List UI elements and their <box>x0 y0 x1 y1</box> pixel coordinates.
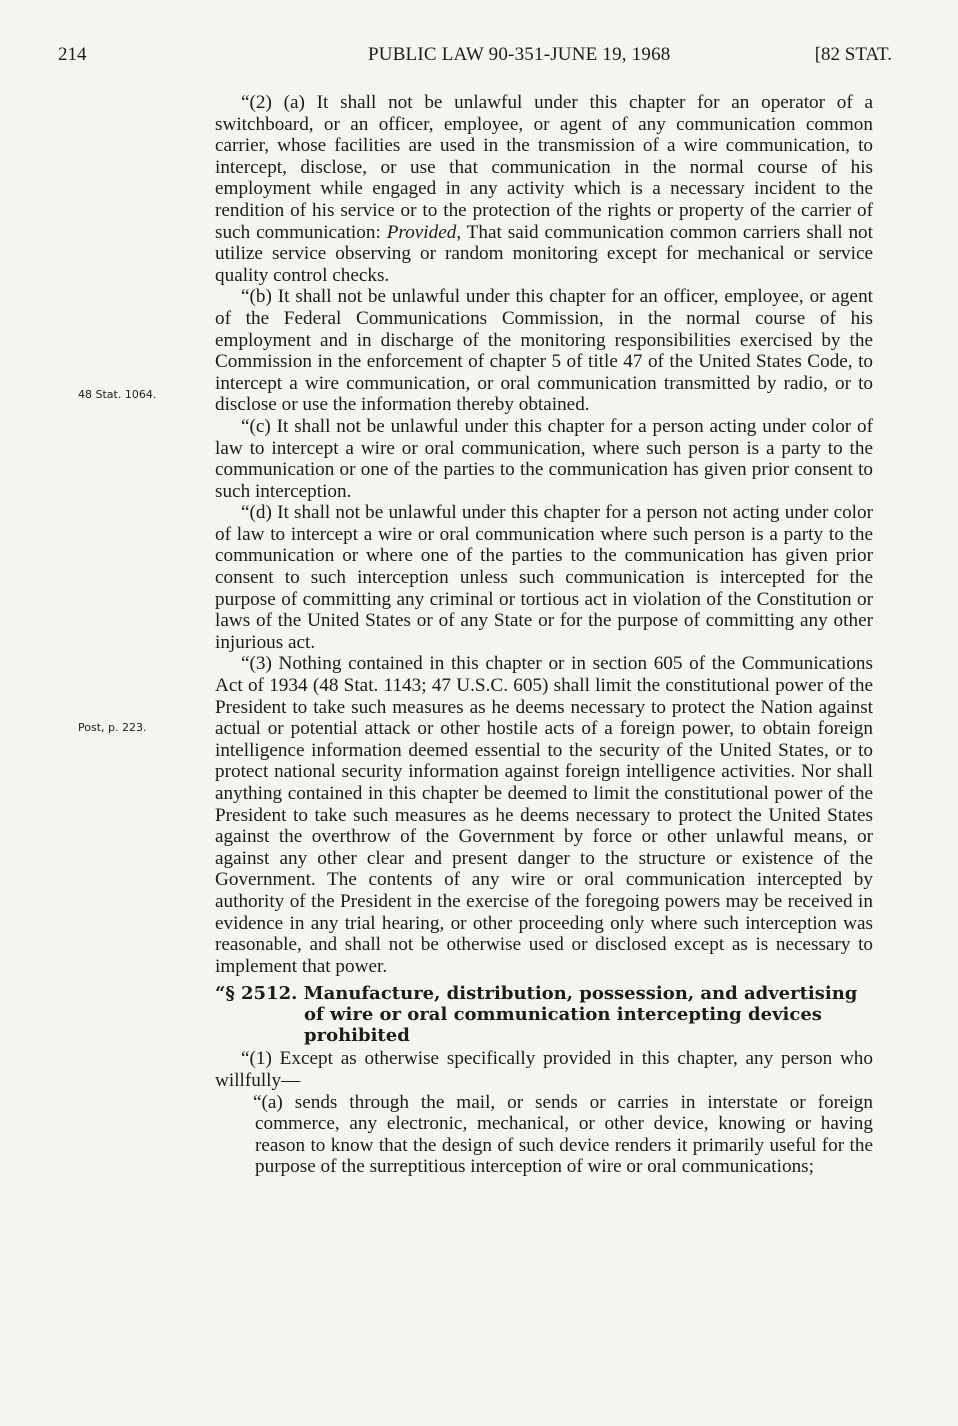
statute-text <box>215 92 873 1178</box>
margin-note-stat-1064: 48 Stat. 1064. <box>78 388 157 401</box>
paragraph-3: “(3) Nothing contained in this chapter or in section 605 of the Communications Act of 1934 (48 Stat. 1143; 47 U.S.C. 605) shall limit the constitutional power of the President to take such measures as he deems necessary to protect the Nation against actual or potential attack or other hostile acts of a foreign power, to obtain foreign intelligence information deemed essential to the security of the United States, or to protect national security information against foreign intelligence activities. Nor shall anything contained in this chapter be deemed to limit the constitutional power of the President to take such measures as he deems necessary to protect the United States against the overthrow of the Government by force or other unlawful means, or against any other clear and present danger to the structure or existence of the Government. The contents of any wire or oral communication intercepted by authority of the President in the exercise of the foregoing powers may be received in evidence in any trial hearing, or other proceeding only where such interception was reasonable, and shall not be otherwise used or disclosed except as is necessary to implement that power. <box>215 653 873 977</box>
margin-note-post-223: Post, p. 223. <box>78 721 147 734</box>
section-2512-paragraph-1: “(1) Except as otherwise specifically provided in this chapter, any person who willfully— <box>215 1048 873 1091</box>
section-2512-heading: “§ 2512. Manufacture, distribution, possession, and advertising of wire or oral communication intercepting devices prohibited <box>215 983 858 1047</box>
paragraph-2b: “(b) It shall not be unlawful under this chapter for an officer, employee, or agent of the Federal Communications Commission, in the normal course of his employment and in discharge of the monitoring responsibilities exercised by the Commission in the enforcement of chapter 5 of title 47 of the United States Code, to intercept a wire communication, or oral communication transmitted by radio, or to disclose or use the information thereby obtained. <box>215 286 873 416</box>
running-title: PUBLIC LAW 90-351-JUNE 19, 1968 <box>368 44 671 65</box>
paragraph-2d: “(d) It shall not be unlawful under this chapter for a person not acting under color of law to intercept a wire or oral communication where such person is a party to the communication or where one of the parties to the communication has given prior consent to such interception unless such communication is intercepted for the purpose of committing any criminal or tortious act in violation of the Constitution or laws of the United States or of any State or for the purpose of committing any other injurious act. <box>215 502 873 653</box>
section-2512-subparagraph-a: “(a) sends through the mail, or sends or carries in interstate or foreign commerce, any electronic, mechanical, or other device, knowing or having reason to know that the design of such device renders it primarily useful for the purpose of the surreptitious interception of wire or oral communications; <box>253 1091 873 1178</box>
statute-volume: [82 STAT. <box>814 44 892 65</box>
page-number: 214 <box>58 44 87 65</box>
page-header <box>58 44 892 74</box>
paragraph-2a: “(2) (a) It shall not be unlawful under this chapter for an operator of a switchboard, or an officer, employee, or agent of any communication common carrier, whose facilities are used in the transmission of a wire communication, to intercept, disclose, or use that communication in the normal course of his employment while engaged in any activity which is a necessary incident to the rendition of his service or to the protection of the rights or property of the carrier of such communication: Provided, That said communication common carriers shall not utilize service observing or random monitoring except for mechanical or service quality control checks. <box>215 92 873 286</box>
paragraph-2c: “(c) It shall not be unlawful under this chapter for a person acting under color of law to intercept a wire or oral communication, where such person is a party to the communication or one of the parties to the communication has given prior consent to such interception. <box>215 415 873 502</box>
provided-italic: Provided <box>386 221 457 243</box>
